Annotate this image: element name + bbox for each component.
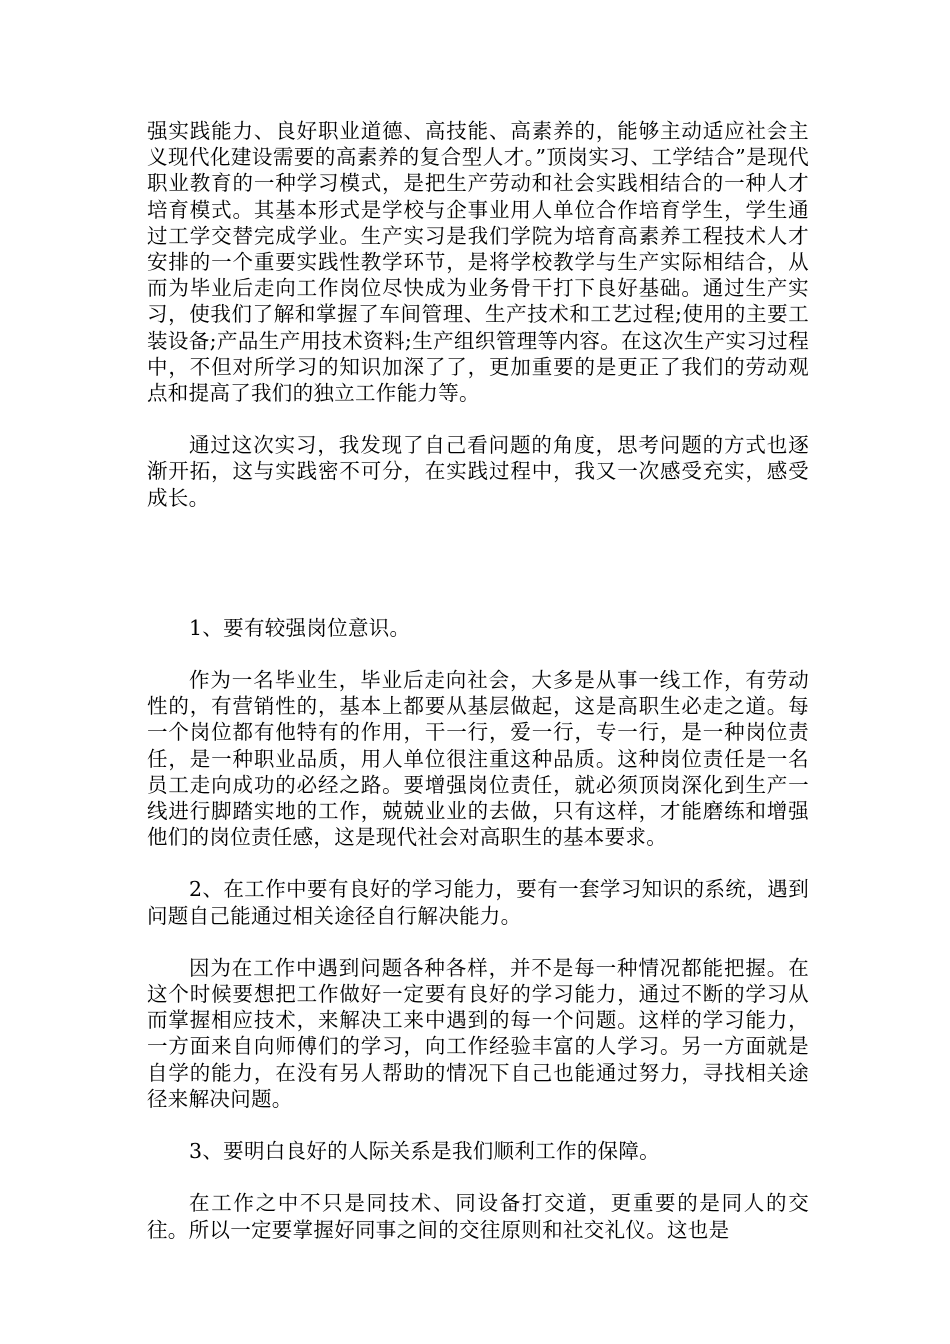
heading-point-3: 3、要明白良好的人际关系是我们顺利工作的保障。 (189, 1139, 660, 1164)
heading-point-2: 2、在工作中要有良好的学习能力，要有一套学习知识的系统，遇到问题自己能通过相关途径自行解决能力。 (147, 877, 809, 928)
paragraph-spacer (147, 1112, 809, 1138)
section-spacer (147, 511, 809, 615)
paragraph-intro-continued: 强实践能力、良好职业道德、高技能、高素养的，能够主动适应社会主义现代化建设需要的高素养的复合型人才。”顶岗实习、工学结合”是现代职业教育的一种学习模式，是把生产劳动和社会实践相结合的一种人才培育模式。其基本形式是学校与企事业用人单位合作培育学生，学生通过工学交替完成学业。生产实习是我们学院为培育高素养工程技术人才安排的一个重要实践性教学环节，是将学校教学与生产实际相结合，从而为毕业后走向工作岗位尽快成为业务骨干打下良好基础。通过生产实习，使我们了解和掌握了车间管理、生产技术和工艺过程;使用的主要工装设备;产品生产用技术资料;生产组织管理等内容。在这次生产实习过程中，不但对所学习的知识加深了了，更加重要的是更正了我们的劳动观点和提高了我们的独立工作能力等。 (147, 119, 809, 406)
paragraph-spacer (147, 850, 809, 876)
paragraph-spacer (147, 929, 809, 955)
paragraph-spacer (147, 641, 809, 667)
paragraph-point-2-body: 因为在工作中遇到问题各种各样，并不是每一种情况都能把握。在这个时候要想把工作做好一定要有良好的学习能力，通过不断的学习从而掌握相应技术，来解决工来中遇到的每一个问题。这样的学习能力，一方面来自向师傅们的学习，向工作经验丰富的人学习。另一方面就是自学的能力，在没有另人帮助的情况下自己也能通过努力，寻找相关途径来解决问题。 (147, 955, 809, 1111)
paragraph-point-3-body: 在工作之中不只是同技术、同设备打交道，更重要的是同人的交往。所以一定要掌握好同事之间的交往原则和社交礼仪。这也是 (147, 1191, 809, 1242)
heading-point-1: 1、要有较强岗位意识。 (189, 615, 411, 640)
paragraph-spacer (147, 406, 809, 432)
paragraph-point-1-body: 作为一名毕业生，毕业后走向社会，大多是从事一线工作，有劳动性的，有营销性的，基本上都要从基层做起，这是高职生必走之道。每一个岗位都有他特有的作用，干一行，爱一行，专一行，是一种岗位责任，是一种职业品质，用人单位很注重这种品质。这种岗位责任是一名员工走向成功的必经之路。要增强岗位责任，就必须顶岗深化到生产一线进行脚踏实地的工作，兢兢业业的去做，只有这样，才能磨练和增强他们的岗位责任感，这是现代社会对高职生的基本要求。 (147, 668, 809, 850)
paragraph-reflection: 通过这次实习，我发现了自己看问题的角度，思考问题的方式也逐渐开拓，这与实践密不可分，在实践过程中，我又一次感受充实，感受成长。 (147, 433, 809, 510)
document-body (147, 118, 809, 1243)
paragraph-spacer (147, 1164, 809, 1190)
